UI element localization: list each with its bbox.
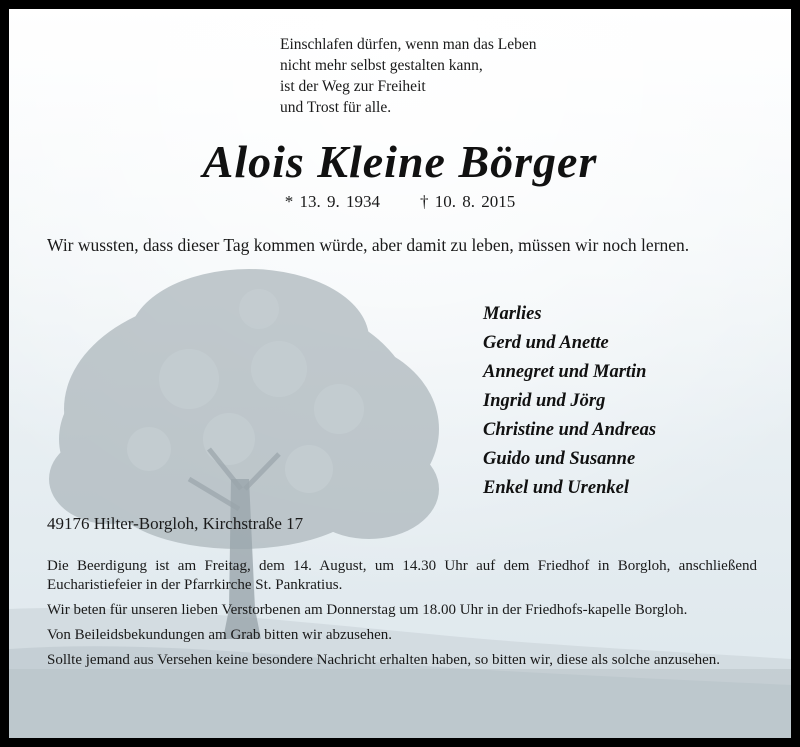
motto-line: Einschlafen dürfen, wenn man das Leben <box>280 36 537 53</box>
mourner-entry: Marlies <box>483 304 542 324</box>
mourner-entry: Ingrid und Jörg <box>483 391 606 411</box>
funeral-notes <box>47 557 757 676</box>
life-dates <box>9 192 791 212</box>
family-address: 49176 Hilter-Borgloh, Kirchstraße 17 <box>47 514 304 533</box>
obituary-notice <box>9 9 791 738</box>
motto-verse <box>280 34 537 118</box>
mourner-entry: Guido und Susanne <box>483 449 636 469</box>
funeral-note: Wir beten für unseren lieben Verstorbenen am Donnerstag um 18.00 Uhr in der Friedhofs-kapelle Borgloh. <box>47 602 688 618</box>
funeral-note: Von Beileidsbekundungen am Grab bitten wir abzusehen. <box>47 627 393 643</box>
funeral-note: Die Beerdigung ist am Freitag, dem 14. August, um 14.30 Uhr auf dem Friedhof in Borgloh, anschließend Eucharistiefeier in der Pfarrkirche St. Pankratius. <box>47 558 757 593</box>
mourner-entry: Gerd und Anette <box>483 333 609 353</box>
motto-line: nicht mehr selbst gestalten kann, <box>280 57 483 74</box>
deceased-name: Alois Kleine Börger <box>202 136 598 187</box>
intro-text: Wir wussten, dass dieser Tag kommen würde, aber damit zu leben, müssen wir noch lernen. <box>47 235 690 255</box>
motto-line: und Trost für alle. <box>280 99 392 116</box>
birth-date: * 13. 9. 1934 <box>284 192 380 211</box>
death-date: † 10. 8. 2015 <box>420 192 516 211</box>
mourner-entry: Annegret und Martin <box>483 362 647 382</box>
funeral-note: Sollte jemand aus Versehen keine besondere Nachricht erhalten haben, so bitten wir, diese als solche anzusehen. <box>47 652 721 668</box>
motto-line: ist der Weg zur Freiheit <box>280 78 426 95</box>
mourners-list <box>483 300 656 503</box>
mourner-entry: Enkel und Urenkel <box>483 478 629 498</box>
mourner-entry: Christine und Andreas <box>483 420 657 440</box>
